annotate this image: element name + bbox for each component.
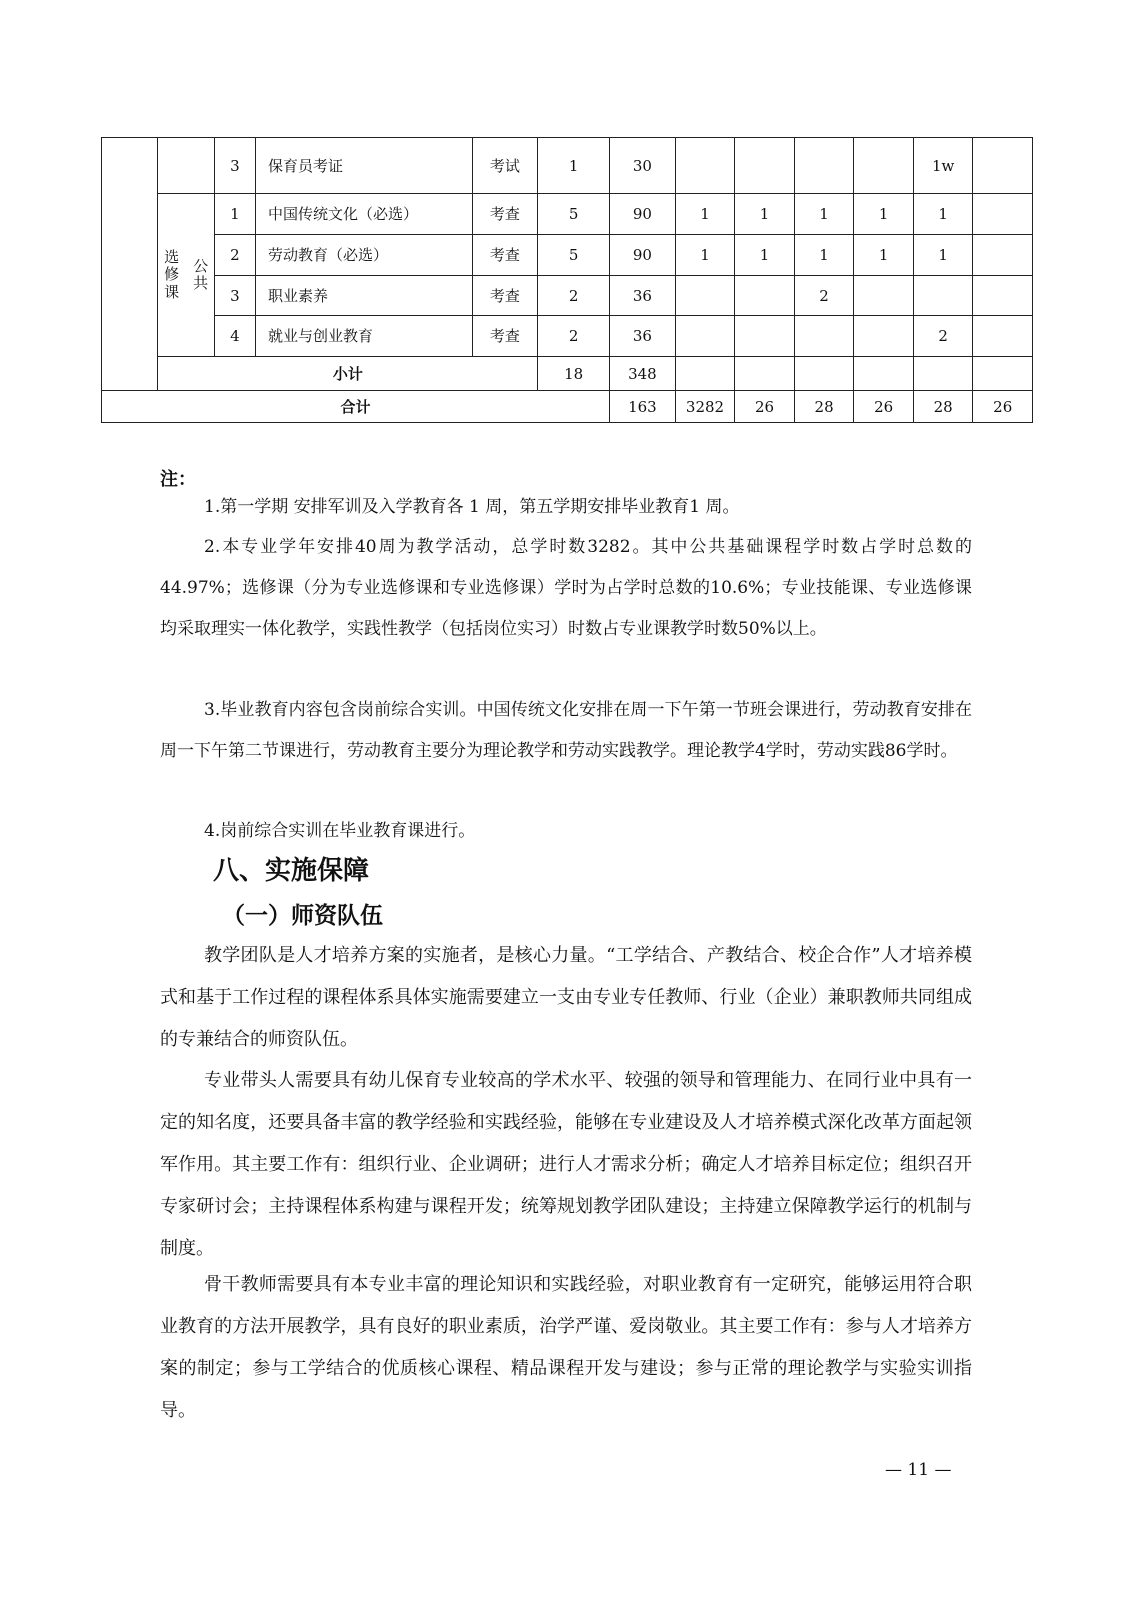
table-row	[102, 316, 1033, 357]
row-number: 3	[214, 276, 255, 316]
semester-2: 1	[735, 235, 795, 276]
course-name: 保育员考证	[255, 138, 472, 194]
empty-cell	[675, 357, 735, 391]
assessment-type: 考查	[472, 235, 538, 276]
body-paragraph-3: 骨干教师需要具有本专业丰富的理论知识和实践经验，对职业教育有一定研究，能够运用符合职业教育的方法开展教学，具有良好的职业素质，治学严谨、爱岗敬业。其主要工作有：参与人才培养方案的制定；参与工学结合的优质核心课程、精品课程开发与建设；参与正常的理论教学与实验实训指导。	[160, 1274, 972, 1421]
table-row	[102, 138, 1033, 194]
semester-6	[973, 194, 1033, 235]
hours: 36	[610, 276, 676, 316]
table-row	[102, 235, 1033, 276]
semester-4	[854, 276, 914, 316]
blank-category-cell	[102, 138, 158, 391]
subtotal-credits: 18	[538, 357, 610, 391]
hours: 30	[610, 138, 676, 194]
semester-1	[675, 316, 735, 357]
assessment-type: 考查	[472, 276, 538, 316]
semester-4	[854, 138, 914, 194]
credits: 5	[538, 235, 610, 276]
row-number: 3	[214, 138, 255, 194]
semester-5: 2	[913, 316, 973, 357]
semester-2	[735, 316, 795, 357]
credits: 2	[538, 316, 610, 357]
body-paragraph-1: 教学团队是人才培养方案的实施者，是核心力量。“工学结合、产教结合、校企合作”人才培养模式和基于工作过程的课程体系具体实施需要建立一支由专业专任教师、行业（企业）兼职教师共同组成的专兼结合的师资队伍。	[160, 945, 972, 1050]
semester-1: 1	[675, 194, 735, 235]
credits: 2	[538, 276, 610, 316]
total-semester-3: 26	[854, 391, 914, 423]
note-item-3: 3.毕业教育内容包含岗前综合实训。中国传统文化安排在周一下午第一节班会课进行，劳动教育安排在周一下午第二节课进行，劳动教育主要分为理论教学和劳动实践教学。理论教学4学时，劳动实践86学时。	[160, 700, 972, 761]
table-row	[102, 194, 1033, 235]
semester-5: 1	[913, 194, 973, 235]
semester-2: 1	[735, 194, 795, 235]
note-item-1: 1.第一学期 安排军训及入学教育各 1 周，第五学期安排毕业教育1 周。	[204, 497, 740, 517]
semester-6	[973, 235, 1033, 276]
semester-4	[854, 316, 914, 357]
total-semester-1: 26	[735, 391, 795, 423]
elective-group-cell	[158, 194, 214, 357]
subtotal-label: 小计	[158, 357, 538, 391]
course-name: 就业与创业教育	[255, 316, 472, 357]
section-subheading: （一）师资队伍	[222, 903, 383, 929]
semester-2	[735, 276, 795, 316]
empty-cell	[973, 357, 1033, 391]
semester-2	[735, 138, 795, 194]
empty-cell	[854, 357, 914, 391]
total-semester-2: 28	[794, 391, 854, 423]
semester-3	[794, 316, 854, 357]
empty-cell	[794, 357, 854, 391]
total-semester-5: 26	[973, 391, 1033, 423]
course-name: 劳动教育（必选）	[255, 235, 472, 276]
blank-subcategory-cell	[158, 138, 214, 194]
total-row	[102, 391, 1033, 423]
semester-6	[973, 276, 1033, 316]
semester-1: 1	[675, 235, 735, 276]
subtotal-hours: 348	[610, 357, 676, 391]
semester-5: 1	[913, 235, 973, 276]
semester-3	[794, 138, 854, 194]
assessment-type: 考查	[472, 194, 538, 235]
total-credits: 163	[610, 391, 676, 423]
semester-1	[675, 276, 735, 316]
table-row	[102, 276, 1033, 316]
course-plan-table	[101, 137, 1033, 423]
row-number: 2	[214, 235, 255, 276]
total-label: 合计	[102, 391, 610, 423]
group-outer-label: 选修课	[164, 248, 180, 301]
page-number: — 11 —	[885, 1460, 952, 1480]
semester-3: 1	[794, 194, 854, 235]
notes-label: 注：	[160, 469, 196, 490]
semester-6	[973, 138, 1033, 194]
note-item-2: 2.本专业学年安排40周为教学活动，总学时数3282。其中公共基础课程学时数占学时总数的44.97%；选修课（分为专业选修课和专业选修课）学时为占学时总数的10.6%；专业技能课、专业选修课均采取理实一体化教学，实践性教学（包括岗位实习）时数占专业课教学时数50%以上。	[160, 537, 972, 639]
credits: 5	[538, 194, 610, 235]
course-name: 职业素养	[255, 276, 472, 316]
group-inner-label: 公共	[193, 256, 209, 292]
hours: 90	[610, 235, 676, 276]
course-name: 中国传统文化（必选）	[255, 194, 472, 235]
semester-3: 2	[794, 276, 854, 316]
total-semester-4: 28	[913, 391, 973, 423]
section-heading: 八、实施保障	[213, 856, 370, 886]
subtotal-row	[102, 357, 1033, 391]
empty-cell	[913, 357, 973, 391]
row-number: 1	[214, 194, 255, 235]
hours: 36	[610, 316, 676, 357]
semester-4: 1	[854, 235, 914, 276]
semester-4: 1	[854, 194, 914, 235]
body-paragraph-2: 专业带头人需要具有幼儿保育专业较高的学术水平、较强的领导和管理能力、在同行业中具有一定的知名度，还要具备丰富的教学经验和实践经验，能够在专业建设及人才培养模式深化改革方面起领军作用。其主要工作有：组织行业、企业调研；进行人才需求分析；确定人才培养目标定位；组织召开专家研讨会；主持课程体系构建与课程开发；统筹规划教学团队建设；主持建立保障教学运行的机制与制度。	[160, 1070, 972, 1259]
empty-cell	[735, 357, 795, 391]
semester-1	[675, 138, 735, 194]
note-item-4: 4.岗前综合实训在毕业教育课进行。	[204, 821, 476, 841]
hours: 90	[610, 194, 676, 235]
semester-3: 1	[794, 235, 854, 276]
semester-5: 1w	[913, 138, 973, 194]
credits: 1	[538, 138, 610, 194]
total-hours: 3282	[675, 391, 735, 423]
semester-6	[973, 316, 1033, 357]
semester-5	[913, 276, 973, 316]
assessment-type: 考试	[472, 138, 538, 194]
row-number: 4	[214, 316, 255, 357]
assessment-type: 考查	[472, 316, 538, 357]
